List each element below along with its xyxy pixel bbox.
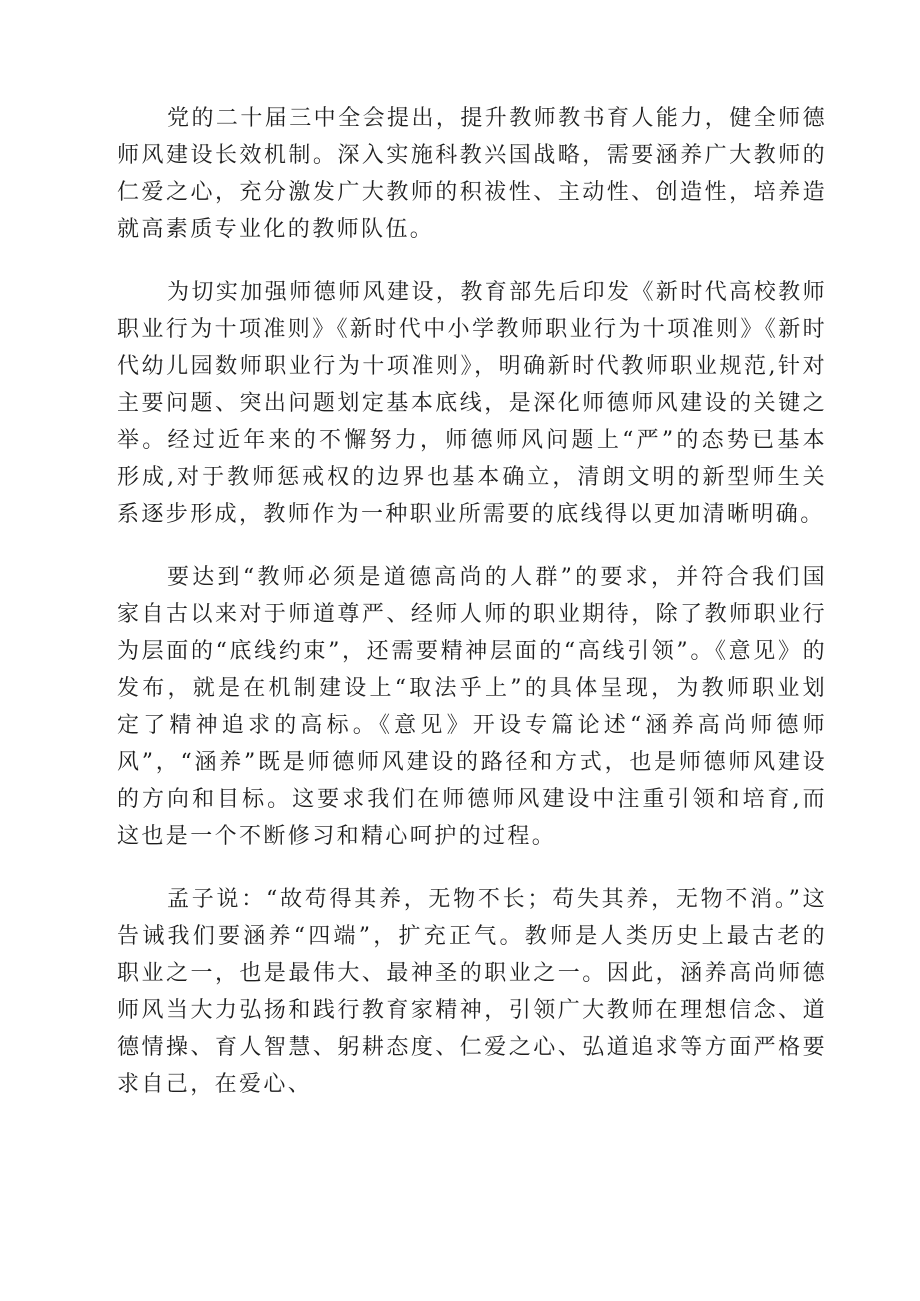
paragraph-1: 党的二十届三中全会提出，提升教师教书育人能力，健全师德师风建设长效机制。深入实施科教兴国战略，需要涵养广大教师的仁爱之心，充分激发广大教师的积祓性、主动性、创造性，培养造就高素质专业化的教师队伍。 [117, 106, 827, 242]
paragraph-4: 孟子说：“故苟得其养，无物不长；苟失其养，无物不消。”这告诫我们要涵养“四端”，扩充正气。教师是人类历史上最古老的职业之一，也是最伟大、最神圣的职业之一。因此，涵养高尚师德师风当大力弘扬和践行教育家精神，引领广大教师在理想信念、道德情操、育人智慧、躬耕态度、仁爱之心、弘道追求等方面严格要求自己，在爱心、 [117, 887, 827, 1097]
paragraph-2: 为切实加强师德师风建设，教育部先后印发《新时代高校教师职业行为十项准则》《新时代中小学教师职业行为十项准则》《新时代幼儿园数师职业行为十项准则》，明确新时代教师职业规范,针对主要问题、突出问题划定基本底线，是深化师德师风建设的关键之举。经过近年来的不懈努力，师德师风问题上“严”的态势已基本形成,对于教师惩戒权的边界也基本确立，清朗文明的新型师生关系逐步形成，教师作为一种职业所需要的底线得以更加清晰明确。 [117, 280, 828, 527]
paragraph-3: 要达到“教师必须是道德高尚的人群”的要求，并符合我们国家自古以来对于师道尊严、经师人师的职业期待，除了教师职业行为层面的“底线约束”，还需要精神层面的“高线引领”。《意见》的发布，就是在机制建设上“取法乎上”的具体呈现，为教师职业划定了精神追求的高标。《意见》开设专篇论述“涵养高尚师德师风”，“涵养”既是师德师风建设的路径和方式，也是师德师风建设的方向和目标。这要求我们在师德师风建设中注重引领和培育,而这也是一个不断修习和精心呵护的过程。 [117, 565, 827, 849]
document-body [117, 100, 827, 1129]
